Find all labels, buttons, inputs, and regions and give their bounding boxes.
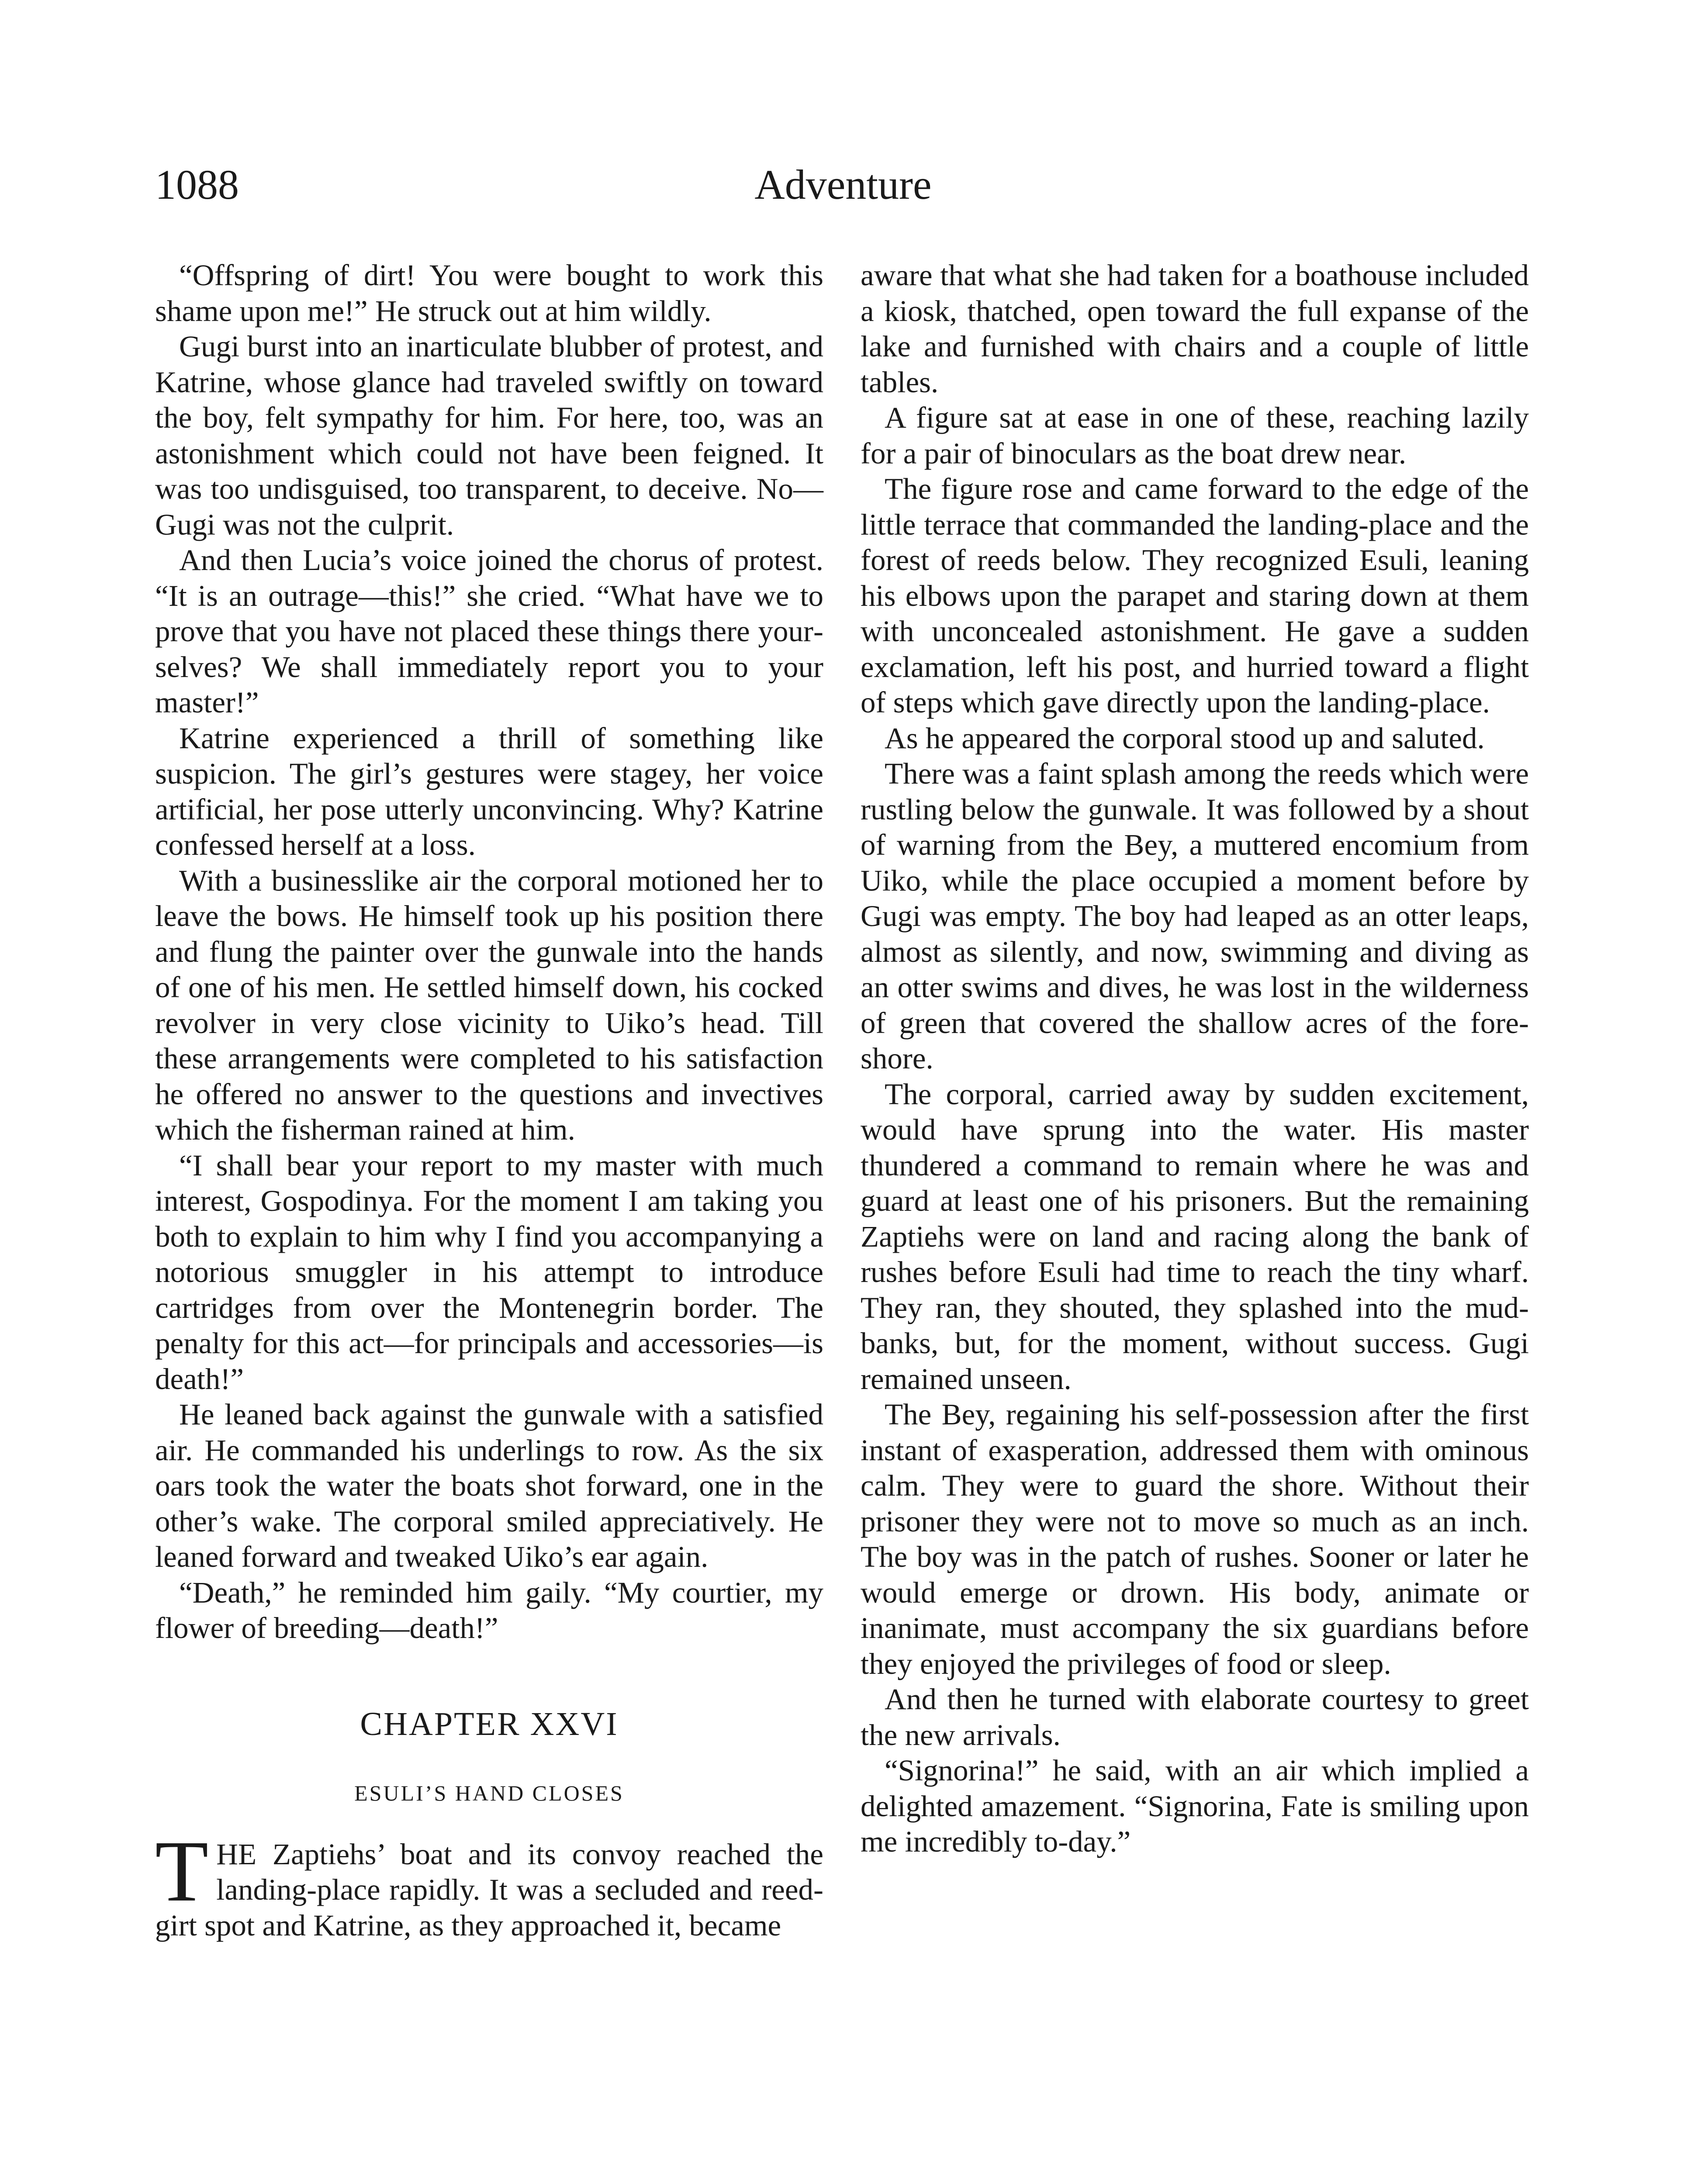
right-column	[861, 258, 1529, 1860]
chapter-heading: CHAPTER XXVI	[360, 1705, 619, 1742]
chapter-subtitle: ESULI’S HAND CLOSES	[354, 1780, 624, 1805]
paragraph: He leaned back against the gunwale with a satisfied air. He commanded his underlings to row. As the six oars took the water the boats shot forward, one in the other’s wake. The corporal smiled appreciatively. He leaned forward and tweaked Uiko’s ear again.	[155, 1398, 823, 1573]
page-number: 1088	[155, 161, 239, 208]
paragraph: “Signorina!” he said, with an air which implied a delighted amazement. “Signorina, Fate is smiling upon me incredibly to-day.”	[861, 1754, 1529, 1858]
paragraph: The corporal, carried away by sudden excitement, would have sprung into the water. His master thundered a command to remain where he was and guard at least one of his prisoners. But the remaining Zaptiehs were on land and racing along the bank of rushes before Esuli had time to reach the tiny wharf. They ran, they shouted, they splashed into the mud-banks, but, for the moment, without success. Gugi remained unseen.	[861, 1077, 1529, 1396]
paragraph: As he appeared the corporal stood up and saluted.	[885, 721, 1485, 755]
paragraph: There was a faint splash among the reeds which were rustling below the gunwale. It was followed by a shout of warning from the Bey, a muttered encomium from Uiko, while the place occupied a moment before by Gugi was empty. The boy had leaped as an otter leaps, almost as silently, and now, swimming and diving as an otter swims and dives, he was lost in the wilderness of green that covered the shallow acres of the foreshore.	[861, 757, 1529, 1075]
drop-cap: T	[155, 1823, 209, 1920]
chapter-opening-text: HE Zaptiehs’ boat and its convoy reached the landing-place rapidly. It was a secluded and reed-girt spot and Katrine, as they approached it, became	[155, 1837, 823, 1942]
continued-paragraph: aware that what she had taken for a boathouse included a kiosk, thatched, open toward the full expanse of the lake and furnished with chairs and a couple of little tables.	[861, 259, 1529, 399]
paragraph: “Offspring of dirt! You were bought to work this shame upon me!” He struck out at him wildly.	[155, 259, 823, 328]
paragraph: “I shall bear your report to my master with much interest, Gospodinya. For the moment I am taking you both to explain to him why I find you accompanying a notorious smuggler in his attempt to introduce cartridges from over the Montenegrin border. The penalty for this act—for principals and accessories—is death!”	[155, 1148, 823, 1396]
running-head: Adventure	[754, 161, 932, 208]
paragraph: Katrine experienced a thrill of something like suspicion. The girl’s gestures were stagey, her voice artificial, her pose utterly unconvincing. Why? Katrine confessed herself at a loss.	[155, 721, 823, 861]
paragraph: Gugi burst into an inarticulate blubber of protest, and Katrine, whose glance had traveled swiftly on toward the boy, felt sympathy for him. For here, too, was an astonishment which could not have been feigned. It was too undisguised, too transparent, to deceive. No—Gugi was not the culprit.	[155, 330, 823, 541]
paragraph: With a businesslike air the corporal motioned her to leave the bows. He himself took up his position there and flung the painter over the gunwale into the hands of one of his men. He settled himself down, his cocked revolver in very close vicinity to Uiko’s head. Till these arrangements were completed to his satisfaction he offered no answer to the questions and invectives which the fisherman rained at him.	[155, 864, 823, 1146]
paragraph: And then he turned with elaborate courtesy to greet the new arrivals.	[861, 1683, 1529, 1752]
chapter-opening-paragraph	[155, 1823, 823, 1944]
paragraph: The figure rose and came forward to the edge of the little terrace that commanded the landing-place and the forest of reeds below. They recognized Esuli, leaning his elbows upon the parapet and staring down at them with unconcealed astonishment. He gave a sudden exclamation, left his post, and hurried toward a flight of steps which gave directly upon the landing-place.	[861, 472, 1529, 719]
left-column	[155, 258, 823, 1943]
paragraph: “Death,” he reminded him gaily. “My courtier, my flower of breeding—death!”	[155, 1576, 823, 1645]
paragraph: A figure sat at ease in one of these, reaching lazily for a pair of binoculars as the boat drew near.	[861, 401, 1529, 470]
paragraph: And then Lucia’s voice joined the chorus of protest. “It is an outrage—this!” she cried. “What have we to prove that you have not placed these things there yourselves? We shall immediately report you to your master!”	[155, 543, 823, 719]
paragraph: The Bey, regaining his self-possession after the first instant of exasperation, addressed them with ominous calm. They were to guard the shore. Without their prisoner they were not to move so much as an inch. The boy was in the patch of rushes. Sooner or later he would emerge or drown. His body, animate or inanimate, must accompany the six guardians before they enjoyed the privileges of food or sleep.	[861, 1398, 1529, 1680]
